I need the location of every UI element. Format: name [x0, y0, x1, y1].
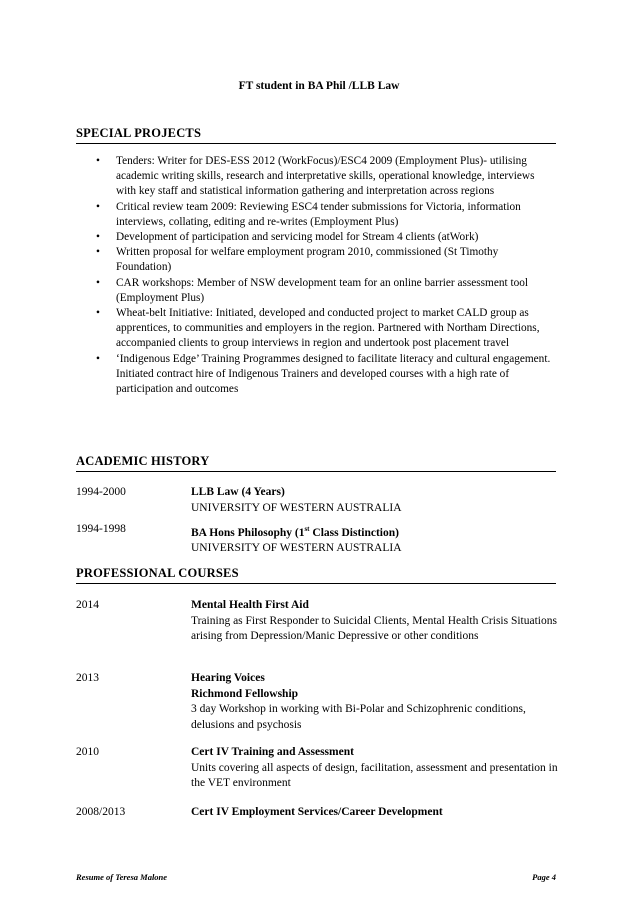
course-subtitle: Richmond Fellowship	[191, 687, 299, 700]
list-item	[96, 200, 552, 230]
footer-author: Resume of Teresa Malone	[76, 872, 168, 882]
list-item-text: Critical review team 2009: Reviewing ESC4 tender submissions for Victoria, information interviews, collating, editing and re-writes (Employment Plus)	[116, 200, 521, 228]
entry-year: 2013	[76, 672, 99, 684]
list-item-text: ‘Indigenous Edge’ Training Programmes designed to facilitate literacy and cultural engagement. Initiated contract hire of Indigenous Trainers and developed courses with a high rate of participation and outcomes	[116, 352, 551, 396]
bullet-icon: •	[96, 231, 100, 244]
bullet-icon: •	[96, 307, 100, 320]
course-title: Hearing Voices	[191, 672, 265, 684]
course-description: 3 day Workshop in working with Bi-Polar and Schizophrenic conditions, delusions and psychosis	[191, 703, 526, 731]
bullet-icon: •	[96, 246, 100, 259]
list-item	[96, 154, 552, 200]
list-item-text: Wheat-belt Initiative: Initiated, developed and conducted project to market CALD group as apprentices, to communities and employers in the region. Partnered with Northam Directions, accompanied clients to group interviews in region and undertook post placement travel	[116, 307, 540, 350]
course-description: Units covering all aspects of design, facilitation, assessment and presentation in the VET environment	[191, 761, 558, 789]
course-title: Mental Health First Aid	[191, 599, 309, 611]
entry-years: 1994-1998	[76, 523, 126, 535]
entry-degree: LLB Law (4 Years)	[191, 486, 285, 498]
bullet-icon: •	[96, 200, 100, 213]
academic-history-heading: ACADEMIC HISTORY	[76, 454, 556, 472]
entry-year: 2008/2013	[76, 806, 126, 818]
list-item	[96, 352, 552, 398]
list-item-text: Written proposal for welfare employment program 2010, commissioned (St Timothy Foundation)	[116, 246, 499, 274]
special-projects-heading: SPECIAL PROJECTS	[76, 126, 556, 144]
bullet-icon: •	[96, 276, 100, 289]
footer-page-number: Page 4	[532, 872, 556, 882]
list-item	[96, 245, 552, 275]
entry-institution: UNIVERSITY OF WESTERN AUSTRALIA	[191, 542, 402, 555]
page-title: FT student in BA Phil /LLB Law	[238, 80, 400, 92]
bullet-icon: •	[96, 155, 100, 167]
entry-years: 1994-2000	[76, 486, 126, 498]
professional-courses-heading: PROFESSIONAL COURSES	[76, 566, 556, 584]
course-title: Cert IV Training and Assessment	[191, 746, 354, 758]
list-item	[96, 276, 552, 306]
list-item-text: Tenders: Writer for DES-ESS 2012 (WorkFocus)/ESC4 2009 (Employment Plus)- utilising academic writing skills, research and interpretative skills, operational knowledge, interviews with key staff and statistical information gathering and interpretation across regions	[116, 155, 535, 198]
course-title: Cert IV Employment Services/Career Development	[191, 806, 443, 818]
page-footer	[76, 872, 556, 882]
list-item-text: Development of participation and servicing model for Stream 4 clients (atWork)	[116, 231, 479, 244]
list-item	[96, 306, 552, 352]
entry-institution: UNIVERSITY OF WESTERN AUSTRALIA	[191, 501, 402, 514]
entry-year: 2014	[76, 599, 99, 611]
special-projects-list	[96, 154, 552, 397]
list-item-text: CAR workshops: Member of NSW development team for an online barrier assessment tool (Employment Plus)	[116, 276, 529, 304]
entry-year: 2010	[76, 746, 99, 758]
list-item	[96, 230, 552, 245]
course-description: Training as First Responder to Suicidal Clients, Mental Health Crisis Situations arising from Depression/Manic Depressive or other conditions	[191, 614, 557, 642]
entry-degree: BA Hons Philosophy (1st Class Distinction)	[191, 525, 399, 539]
bullet-icon: •	[96, 352, 100, 365]
